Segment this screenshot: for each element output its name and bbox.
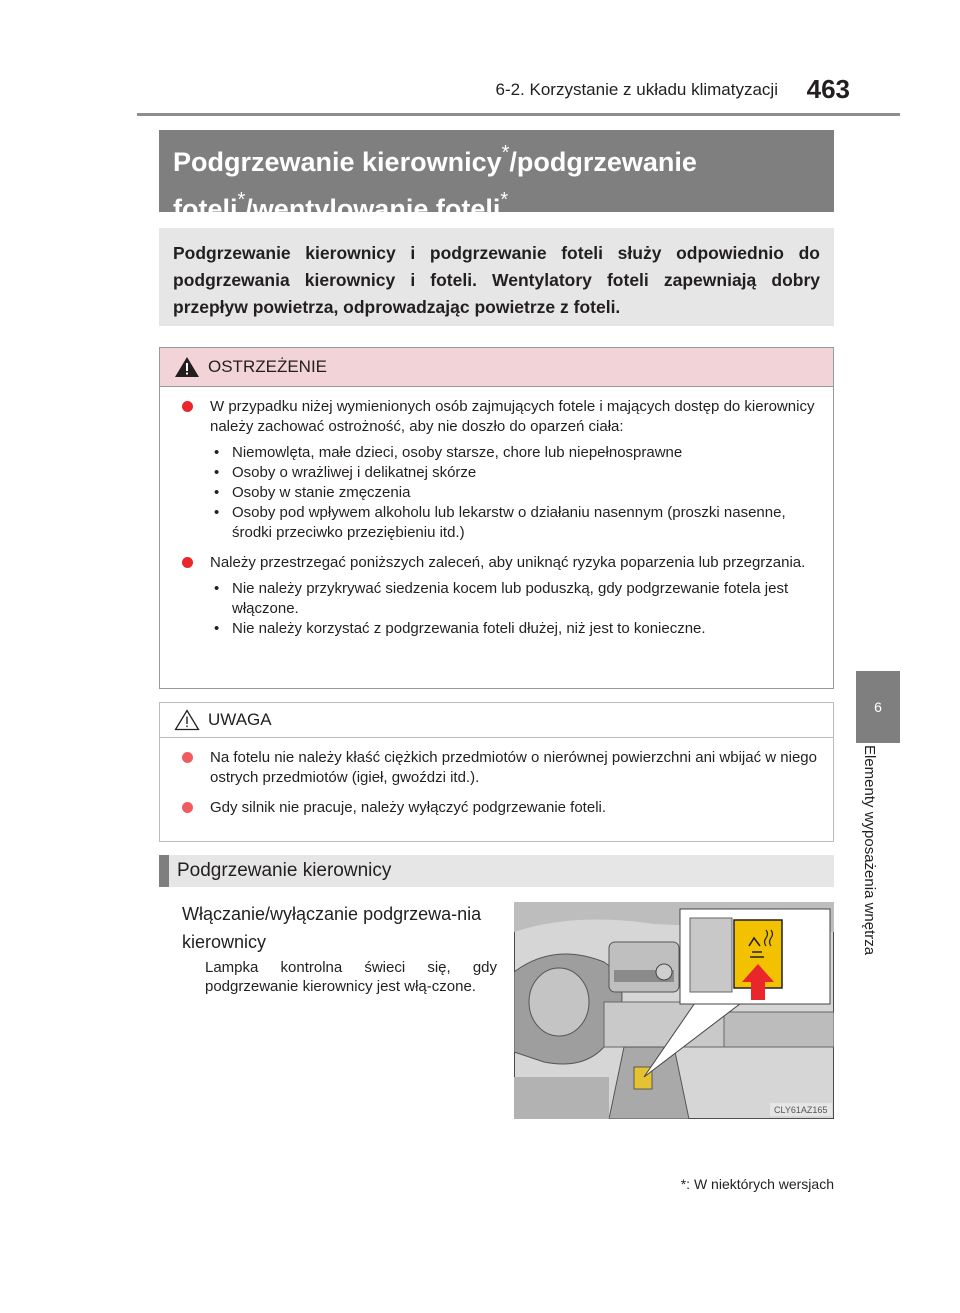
warning-item	[160, 553, 833, 639]
warning-subitem: • Osoby o wrażliwej i delikatnej skórze	[210, 463, 819, 483]
step-description: Lampka kontrolna świeci się, gdy podgrzewanie kierownicy jest włą-czone.	[205, 959, 497, 995]
footnote-mark: *	[680, 1176, 687, 1192]
steering-heater-illustration	[514, 902, 834, 1119]
notice-item	[160, 748, 833, 788]
warning-subitem: • Nie należy przykrywać siedzenia kocem lub poduszką, gdy podgrzewanie fotela jest włączone.	[210, 579, 819, 619]
chapter-tab: 6	[856, 671, 900, 743]
chapter-label: Elementy wyposażenia wnętrza	[861, 745, 878, 956]
notice-item	[160, 798, 833, 818]
warning-item-text: W przypadku niżej wymienionych osób zajmujących fotele i mających dostęp do kierownicy należy zachować ostrożność, aby nie doszło do oparzeń ciała:	[210, 398, 815, 435]
warning-subitem: • Osoby pod wpływem alkoholu lub lekarstw o działaniu nasennym (proszki nasenne, środki przeciwko przeziębieniu itd.)	[210, 503, 819, 543]
notice-header	[160, 703, 833, 738]
warning-label: OSTRZEŻENIE	[208, 357, 328, 376]
footnote-text: : W niektórych wersjach	[686, 1176, 834, 1192]
notice-label: UWAGA	[208, 710, 272, 729]
notice-item-text: Na fotelu nie należy kłaść ciężkich przedmiotów o nierównej powierzchni ani wbijać w niego ostrych przedmiotów (igieł, gwoździ itd.).	[210, 749, 817, 786]
warning-subitem: • Osoby w stanie zmęczenia	[210, 483, 819, 503]
notice-item-text: Gdy silnik nie pracuje, należy wyłączyć podgrzewanie foteli.	[210, 799, 607, 816]
title-asterisk: *	[501, 142, 510, 164]
title-line-1: Podgrzewanie kierownicy*/podgrzewanie	[173, 142, 697, 177]
footnote	[540, 1176, 834, 1192]
bullet-dot-icon	[182, 557, 193, 568]
warning-box	[159, 347, 834, 689]
warning-subitem: • Nie należy korzystać z podgrzewania foteli dłużej, niż jest to konieczne.	[210, 619, 819, 639]
subsection-heading: Podgrzewanie kierownicy	[159, 855, 834, 887]
warning-list	[160, 397, 833, 639]
page-number: 463	[806, 74, 850, 104]
warning-sublist	[210, 579, 819, 639]
title-line-2: foteli*/wentylowanie foteli*	[173, 189, 509, 224]
header-rule	[137, 113, 900, 116]
step-title: Włączanie/wyłączanie podgrzewa-nia kierownicy	[182, 904, 482, 952]
title-asterisk: *	[237, 189, 246, 211]
bullet-dot-icon	[182, 401, 193, 412]
section-title	[159, 130, 834, 224]
warning-subitem: • Niemowlęta, małe dzieci, osoby starsze, chore lub niepełnosprawne	[210, 443, 819, 463]
bullet-dot-icon	[182, 802, 193, 813]
warning-item	[160, 397, 833, 543]
warning-triangle-icon	[174, 356, 200, 378]
notice-list	[160, 748, 833, 818]
notice-box	[159, 702, 834, 842]
figure-code: CLY61AZ165	[774, 1105, 828, 1115]
warning-header	[160, 348, 833, 387]
warning-item-text: Należy przestrzegać poniższych zaleceń, aby uniknąć ryzyka poparzenia lub przegrzania.	[210, 554, 806, 571]
intro-paragraph: Podgrzewanie kierownicy i podgrzewanie foteli służy odpowiednio do podgrzewania kierownicy i foteli. Wentylatory foteli zapewniają dobry przepływ powietrza, odprowadzając powietrze z foteli.	[159, 228, 834, 326]
caution-triangle-icon	[174, 709, 200, 731]
warning-sublist	[210, 443, 819, 543]
bullet-dot-icon	[182, 752, 193, 763]
title-asterisk: *	[500, 189, 509, 211]
running-header: 6-2. Korzystanie z układu klimatyzacji	[495, 80, 778, 99]
